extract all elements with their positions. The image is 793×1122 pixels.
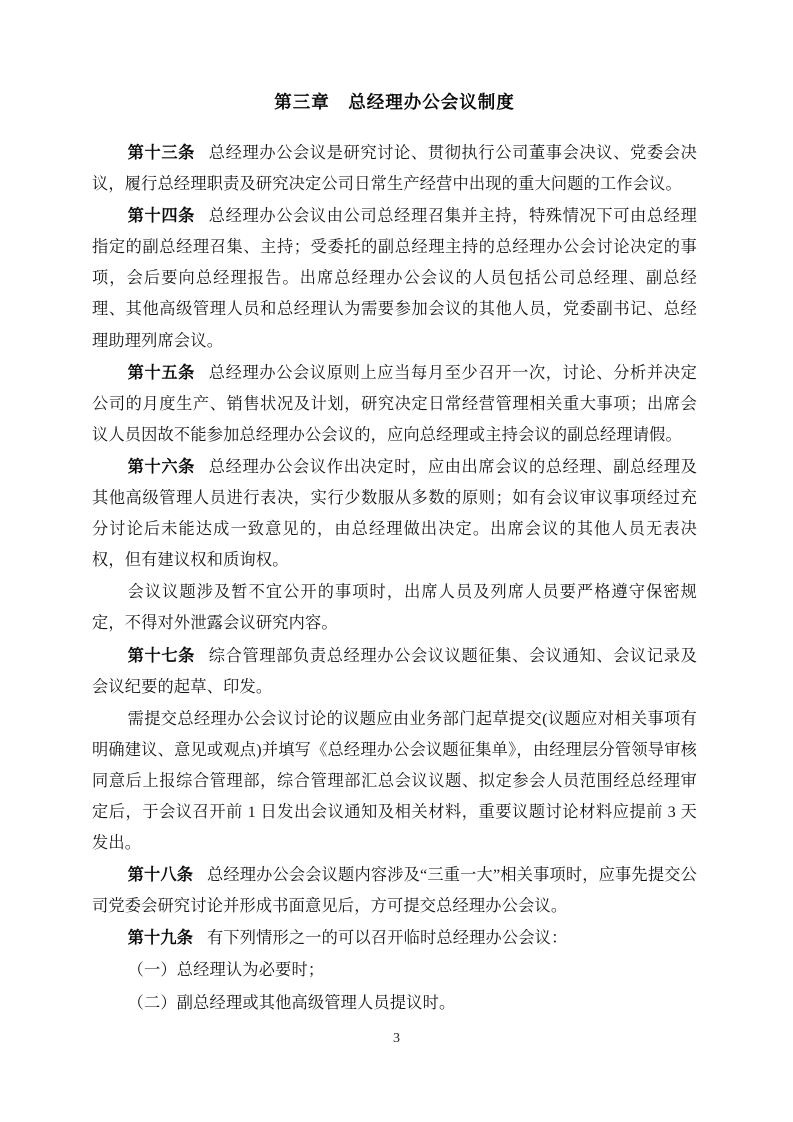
article-15-number: 第十五条	[127, 362, 196, 382]
paragraph-article-17-continuation	[92, 703, 697, 859]
paragraph-article-18	[92, 859, 697, 922]
list-item-2	[92, 987, 697, 1019]
article-13-text: 总经理办公会议是研究讨论、贯彻执行公司董事会决议、党委会决议，履行总经理职责及研究决定公司日常生产经营中出现的重大问题的工作会议。	[92, 144, 697, 194]
article-19-text: 有下列情形之一的可以召开临时总经理办公会议：	[206, 929, 568, 948]
article-13-number: 第十三条	[127, 143, 196, 162]
article-16-cont-text: 会议议题涉及暂不宜公开的事项时，出席人员及列席人员要严格遵守保密规定，不得对外泄露会议研究内容。	[92, 583, 697, 633]
paragraph-article-16-continuation	[92, 576, 697, 639]
list-item-1-text: （一）总经理认为必要时；	[127, 961, 325, 980]
article-14-number: 第十四条	[127, 206, 196, 226]
article-15-text: 总经理办公会议原则上应当每月至少召开一次，讨论、分析并决定公司的月度生产、销售状况及计划，研究决定日常经营管理相关重大事项；出席会议人员因故不能参加总经理办公会议的，应向总经理或主持会议的副总经理请假。	[92, 363, 697, 444]
list-item-2-text: （二）副总经理或其他高级管理人员提议时。	[127, 993, 456, 1012]
article-16-text: 总经理办公会议作出决定时，应由出席会议的总经理、副总经理及其他高级管理人员进行表决，实行少数服从多数的原则；如有会议审议事项经过充分讨论后未能达成一致意见的，由总经理做出决定。出席会议的其他人员无表决权，但有建议权和质询权。	[92, 457, 697, 570]
paragraph-article-15	[92, 357, 697, 451]
list-item-1	[92, 954, 697, 986]
page-number: 3	[393, 1031, 400, 1046]
article-16-number: 第十六条	[127, 456, 196, 476]
article-18-text: 总经理办公会会议题内容涉及“三重一大”相关事项时，应事先提交公司党委会研究讨论并形成书面意见后，方可提交总经理办公会议。	[92, 866, 697, 916]
paragraph-article-17	[92, 640, 697, 703]
paragraph-article-13	[92, 137, 697, 200]
paragraph-article-19	[92, 922, 697, 954]
article-19-number: 第十九条	[127, 928, 194, 948]
article-18-number: 第十八条	[127, 865, 194, 885]
article-14-text: 总经理办公会议由公司总经理召集并主持，特殊情况下可由总经理指定的副总经理召集、主持；受委托的副总经理主持的总经理办公会讨论决定的事项，会后要向总经理报告。出席总经理办公会议的人员包括公司总经理、副总经理、其他高级管理人员和总经理认为需要参加会议的其他人员，党委副书记、总经理助理列席会议。	[92, 207, 697, 350]
page-title: 第三章 总经理办公会议制度	[274, 93, 515, 113]
article-17-text: 综合管理部负责总经理办公会议议题征集、会议通知、会议记录及会议纪要的起草、印发。	[92, 646, 697, 696]
article-17-number: 第十七条	[127, 645, 196, 665]
paragraph-article-16	[92, 451, 697, 576]
article-17-cont-text: 需提交总经理办公会议讨论的议题应由业务部门起草提交(议题应对相关事项有明确建议、意见或观点)并填写《总经理办公会议题征集单》，由经理层分管领导审核同意后上报综合管理部，综合管理部汇总会议议题、拟定参会人员范围经总经理审定后，于会议召开前 1 日发出会议通知及相关材料，重要议题讨论材料应提前 3 天发出。	[92, 709, 697, 853]
paragraph-article-14	[92, 200, 697, 356]
